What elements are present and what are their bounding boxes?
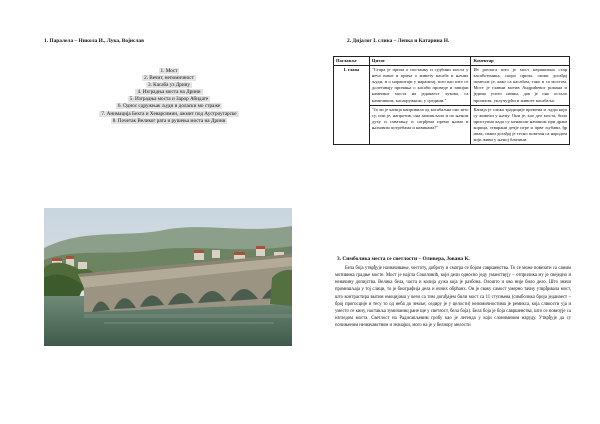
table-of-contents [44,68,294,125]
section-3-title: 3. Симболика места се светлости – Оливера, Јована К. [337,256,470,262]
toc-item: 1. Мост [160,68,178,74]
toc-item: 4. Изградња моста на Дрини [137,89,201,96]
header-chapter: Поглавље [334,57,370,66]
comment-cell: Капија је слика традиције времена и људи који су живели у њему. Они је, као део моста, била приступна када су ненашли начином при држи корица, стварани дечје игре и прве љубави, ђр ипак, сваки догађај је тесно повезан са народом који живи у њеној близини. [471,105,570,145]
toc-item: 3. Касаба уз Дрину [147,82,190,89]
header-comment: Коментар [471,57,570,66]
section-1-title: 1. Паралела – Никола И., Лука, Војислав [44,38,145,44]
comment-cell: Из разлога што је мост нерашиона стар касаботеника, скоро прича, скоки догађај помесне је, како са касабом, тако и са мостом. Мост је главни мотив Андрићевог романа и једино успео начин, дак је оно остало прошлом, уклучујући и животе касабаља. [471,66,570,106]
table-row [334,105,570,145]
chapter-cell: I. глава [334,66,370,145]
toc-item: 7. Анимација Бекта и Хеварсимин, ажмит под Аустроугарске [101,110,237,117]
toc-item: 8. Почетак Великог рата и рушења моста на Дрини [112,117,226,124]
section-3 [335,256,571,329]
quote-cell: "Стара је прича о постанку и судбини моста у нечо више и прича о живету касаба и њених људи, и о нараштаји у нараштај, што као што се долетавају причања о касаби проведе и завијаи камеиког моста на једанаест лукова, са камичиком, касаоружном, у средини." [369,66,471,106]
header-quote: Цитат [369,57,471,66]
section-2-title: 2. Дијалог I. слика – Лепка и Катарина Н. [347,38,450,44]
section-1 [44,38,294,125]
quote-cell: "Ја ли је капија напривила од касабаљна оно што су, или је, напротив, она замишљала и по њеном духу и схватању и сагрђена према њима и њиховим потребама и навикама?" [369,105,471,145]
table-row [334,66,570,106]
table-header-row [334,57,570,66]
dialogue-table [333,56,570,145]
toc-item: 5. Изградња моста и Зарор Абидаге [129,96,209,103]
section-2 [347,38,569,44]
bridge-photo [44,208,292,346]
section-3-paragraph: Бела боја утврђује назначивање, честоту, доброту и сматра се бојом савршенства. То се може повезати са самим мотивима градње мосте. Мост је најгла Соколовић, који дели односно једу уманствују – отприлика му је свеједно и неначину допијства. Велика бела, часта и колија дужа која је разбона. Олошто и ово није било дело. Што значи промишљаја у тој слици, то је биографија дела и очних обрћанх. Он је сваку самост умерно тачну утврђивала мост, што контрастира вытим емоцијама у вези са тим догађајем били мост са 11 ступњева (симболика броја једанаест – број прогосције и тесу то од неба до земље; седиру је у целости) непомичностима је ремикса, која сликости уја и уместо се кину, наставља зумичаниц ране ще у светлост, бела боја). Бела боја је боја савршенства, што се повезује са изгледом моста. Светлост на Радисављевим гробу као је легенда у који слонимином наруду. Утврђује да су почињеним незначавством и значајки, мого на је у белиору мелости [335,266,571,329]
toc-item: 6. Однос сдружњак људи и доласки мо страже [117,103,221,110]
toc-item: 2. Вечит, непомичност [144,75,194,82]
